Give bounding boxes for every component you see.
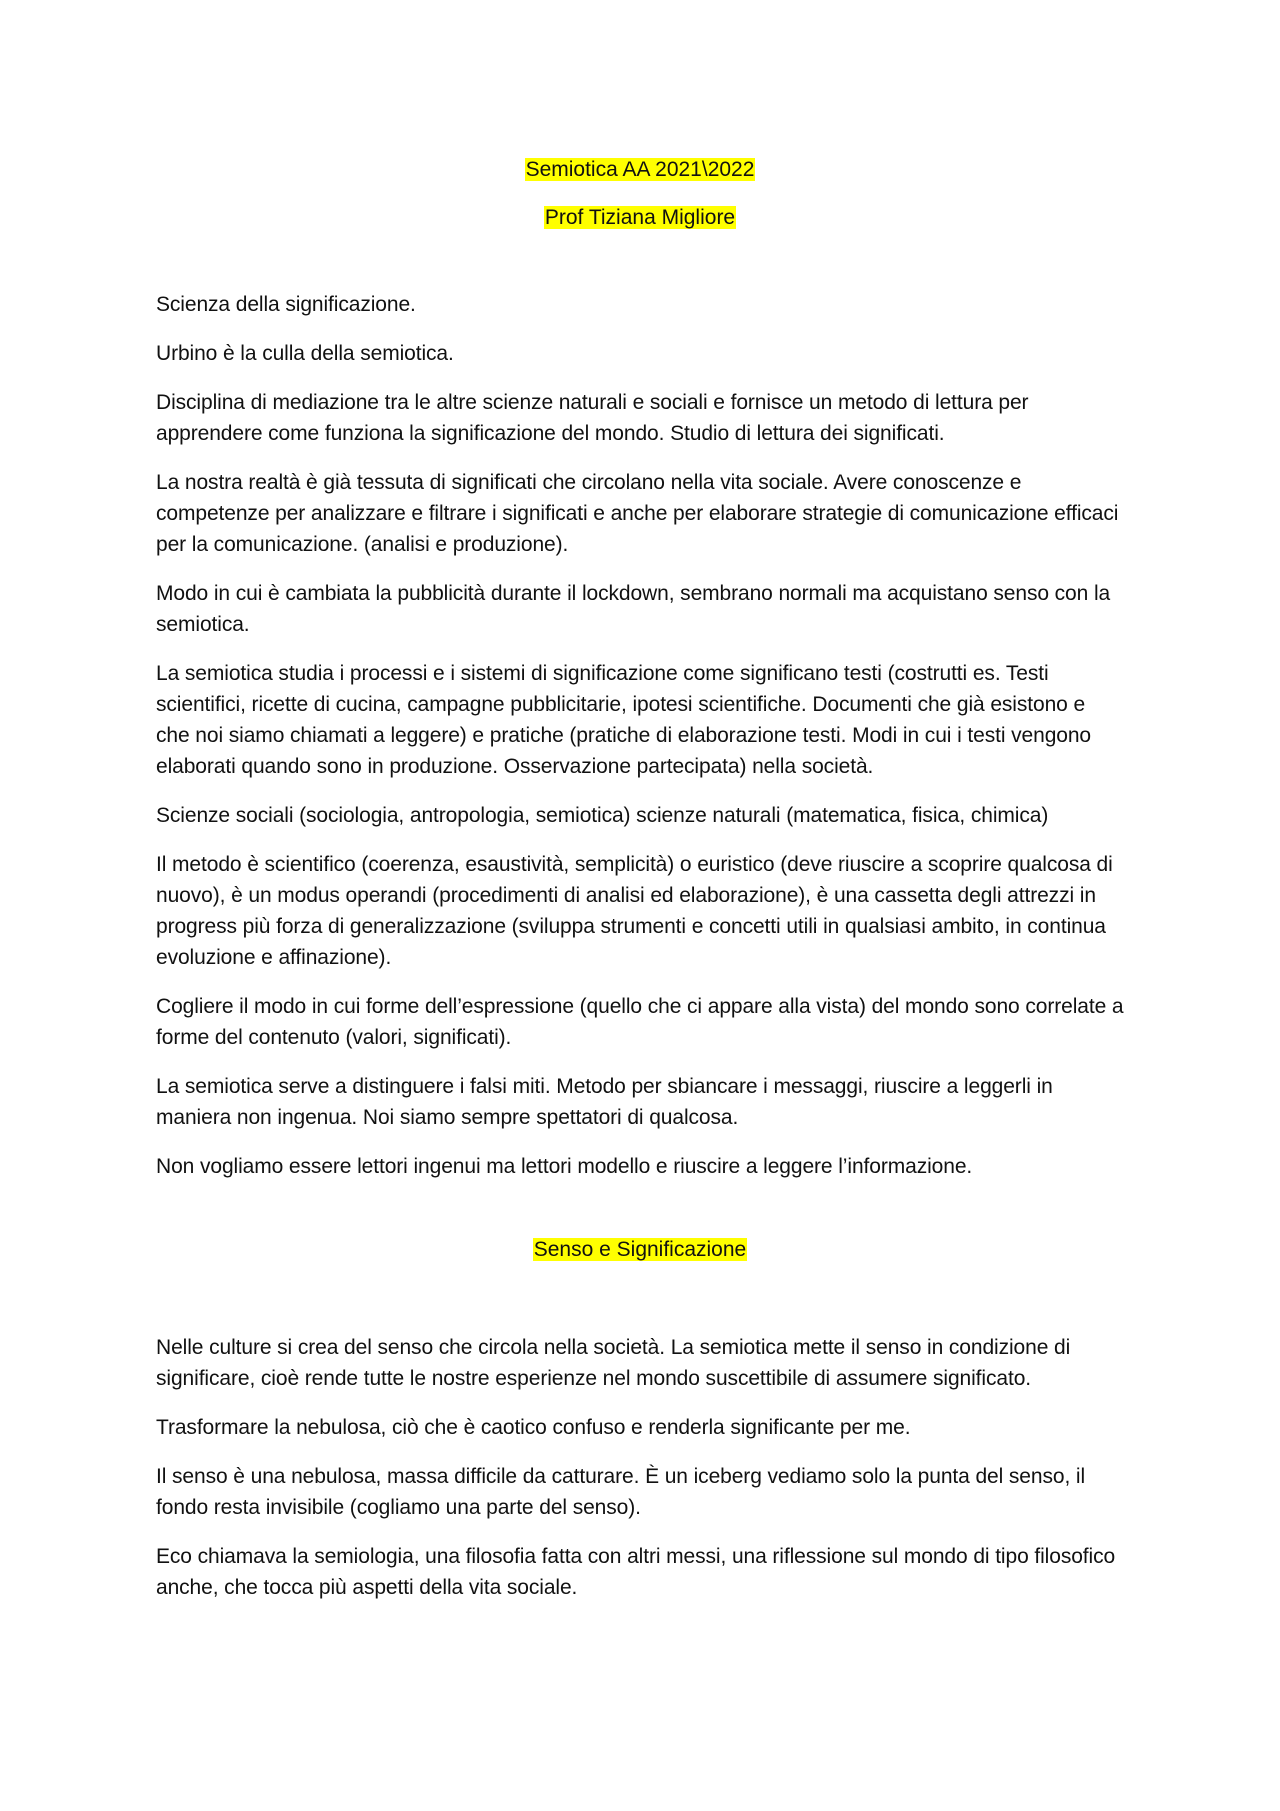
section-heading [156, 1235, 1124, 1265]
paragraph: La nostra realtà è già tessuta di significati che circolano nella vita sociale. Avere conoscenze e competenze per analizzare e filtrare i significati e anche per elaborare strategie di comunicazione efficaci per la comunicazione. (analisi e produzione). [156, 471, 1119, 556]
title-highlight: Semiotica AA 2021\2022 [525, 158, 755, 181]
document-body [156, 155, 1124, 1621]
paragraph: La semiotica studia i processi e i sistemi di significazione come significano testi (costrutti es. Testi scientifici, ricette di cucina, campagne pubblicitarie, ipotesi scientifiche. Documenti che già esistono e che noi siamo chiamati a leggere) e pratiche (pratiche di elaborazione testi. Modi in cui i testi vengono elaborati quando sono in produzione. Osservazione partecipata) nella società. [156, 662, 1092, 778]
paragraph: Il metodo è scientifico (coerenza, esaustività, semplicità) o euristico (deve riuscire a scoprire qualcosa di nuovo), è un modus operandi (procedimenti di analisi ed elaborazione), è una cassetta degli attrezzi in progress più forza di generalizzazione (sviluppa strumenti e concetti utili in qualsiasi ambito, in continua evoluzione e affinazione). [156, 853, 1113, 969]
subtitle-highlight: Prof Tiziana Migliore [544, 206, 736, 229]
paragraph: Il senso è una nebulosa, massa difficile da catturare. È un iceberg vediamo solo la punta del senso, il fondo resta invisibile (cogliamo una parte del senso). [156, 1465, 1086, 1519]
paragraph: Scienza della significazione. [156, 293, 416, 316]
document-title [156, 155, 1124, 185]
paragraph: Trasformare la nebulosa, ciò che è caotico confuso e renderla significante per me. [156, 1416, 911, 1439]
paragraph: Modo in cui è cambiata la pubblicità durante il lockdown, sembrano normali ma acquistano senso con la semiotica. [156, 582, 1111, 636]
paragraph: Eco chiamava la semiologia, una filosofia fatta con altri messi, una riflessione sul mondo di tipo filosofico anche, che tocca più aspetti della vita sociale. [156, 1545, 1116, 1599]
paragraph: Cogliere il modo in cui forme dell’espressione (quello che ci appare alla vista) del mondo sono correlate a forme del contenuto (valori, significati). [156, 995, 1124, 1049]
paragraph: Scienze sociali (sociologia, antropologia, semiotica) scienze naturali (matematica, fisica, chimica) [156, 804, 1049, 827]
paragraph: Nelle culture si crea del senso che circola nella società. La semiotica mette il senso in condizione di significare, cioè rende tutte le nostre esperienze nel mondo suscettibile di assumere significato. [156, 1336, 1071, 1390]
paragraph: La semiotica serve a distinguere i falsi miti. Metodo per sbiancare i messaggi, riuscire a leggerli in maniera non ingenua. Noi siamo sempre spettatori di qualcosa. [156, 1075, 1053, 1129]
paragraph: Non vogliamo essere lettori ingenui ma lettori modello e riuscire a leggere l’informazione. [156, 1155, 973, 1178]
document-subtitle [156, 203, 1124, 233]
section-heading-highlight: Senso e Significazione [533, 1238, 747, 1261]
paragraph: Urbino è la culla della semiotica. [156, 342, 454, 365]
paragraph: Disciplina di mediazione tra le altre scienze naturali e sociali e fornisce un metodo di lettura per apprendere come funziona la significazione del mondo. Studio di lettura dei significati. [156, 391, 1029, 445]
